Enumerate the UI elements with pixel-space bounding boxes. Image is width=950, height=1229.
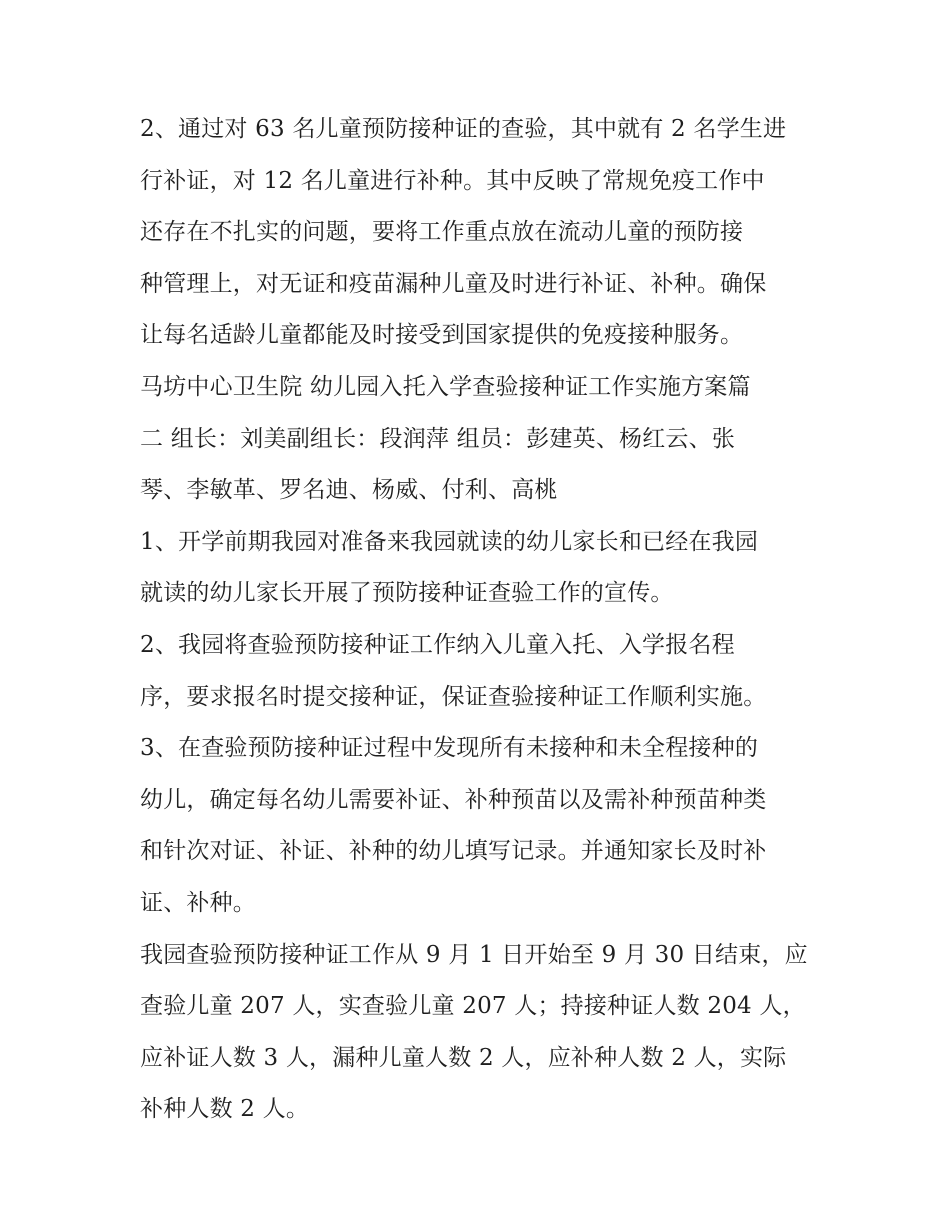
text-line: 应补证人数 3 人，漏种儿童人数 2 人，应补种人数 2 人，实际	[140, 1044, 787, 1071]
text-line: 3、在查验预防接种证过程中发现所有未接种和未全程接种的	[140, 735, 759, 762]
text-line: 马坊中心卫生院 幼儿园入托入学查验接种证工作实施方案篇	[140, 373, 751, 400]
text-line: 补种人数 2 人。	[140, 1096, 310, 1123]
text-line: 种管理上，对无证和疫苗漏种儿童及时进行补证、补种。确保	[140, 270, 767, 297]
text-line: 2、我园将查验预防接种证工作纳入儿童入托、入学报名程	[140, 631, 735, 658]
text-line: 2、通过对 63 名儿童预防接种证的查验，其中就有 2 名学生进	[140, 116, 787, 142]
text-line: 查验儿童 207 人，实查验儿童 207 人；持接种证人数 204 人，	[140, 993, 806, 1020]
text-line: 琴、李敏革、罗名迪、杨威、付利、高桃	[140, 477, 558, 504]
text-line: 还存在不扎实的问题，要将工作重点放在流动儿童的预防接	[140, 219, 744, 246]
text-line: 和针次对证、补证、补种的幼儿填写记录。并通知家长及时补	[140, 838, 767, 865]
text-line: 二 组长：刘美副组长：段润萍 组员：彭建英、杨红云、张	[140, 425, 736, 452]
text-line: 就读的幼儿家长开展了预防接种证查验工作的宣传。	[140, 580, 674, 607]
text-line: 序，要求报名时提交接种证，保证查验接种证工作顺利实施。	[140, 683, 767, 710]
document-body	[140, 104, 830, 1136]
text-line: 证、补种。	[140, 889, 256, 916]
text-line: 我园查验预防接种证工作从 9 月 1 日开始至 9 月 30 日结束，应	[140, 941, 808, 968]
text-line: 让每名适龄儿童都能及时接受到国家提供的免疫接种服务。	[140, 322, 744, 349]
text-line: 幼儿，确定每名幼儿需要补证、补种预苗以及需补种预苗种类	[140, 786, 767, 813]
text-line: 行补证，对 12 名儿童进行补种。其中反映了常规免疫工作中	[140, 167, 765, 194]
text-line: 1、开学前期我园对准备来我园就读的幼儿家长和已经在我园	[140, 528, 759, 555]
